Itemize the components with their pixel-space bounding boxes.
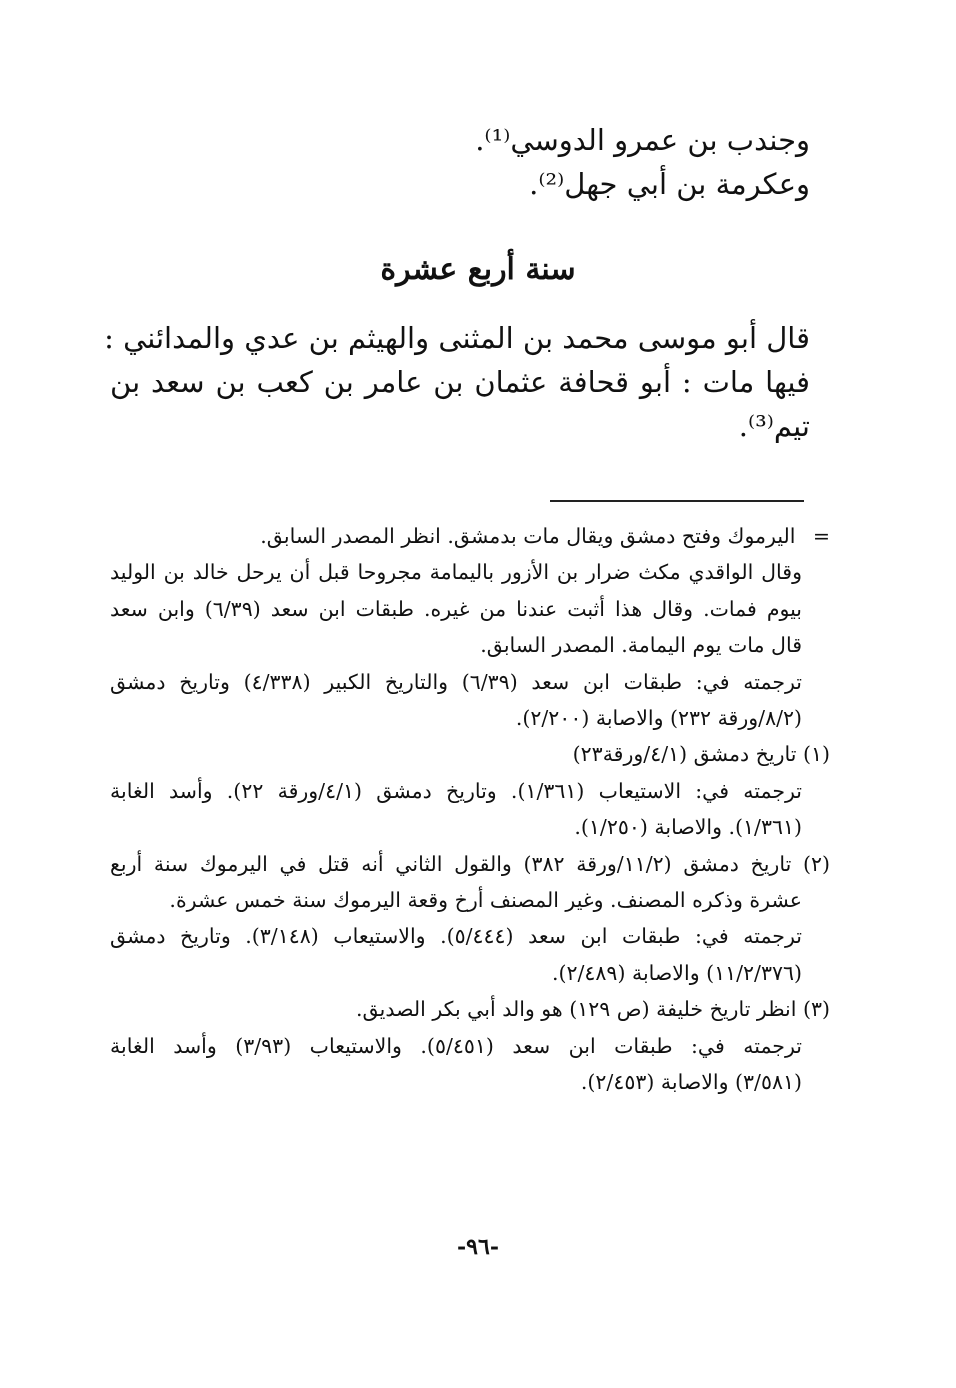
footnote-line: (٣/٥٨١) والاصابة (٢/٤٥٣). (580, 1070, 802, 1095)
footnote-line: (١١/٢/٣٧٦) والاصابة (٢/٤٨٩). (551, 960, 802, 985)
footnote-line: (٨/٢/ورقة ٢٣٢) والاصابة (٢/٢٠٠). (515, 706, 802, 731)
footnote-line (110, 518, 830, 554)
footnote-line: بيوم فمات. وقال هذا أثبت عندنا من غيره. طبقات ابن سعد (٦/٣٩) وابن سعد (110, 596, 802, 621)
footnote-separator (550, 500, 804, 502)
entry-line: وعكرمة بن أبي جهل⁽²⁾. (529, 167, 810, 201)
footnote-marker: (٢) (802, 851, 830, 876)
footnote-line: ترجمته في: طبقات ابن سعد (٥/٤٥١). والاستيعاب (٣/٩٣) وأسد الغابة (110, 1033, 802, 1058)
footnote-text: انظر تاريخ خليفة (ص ١٢٩) هو والد أبي بكر الصديق. (356, 997, 797, 1022)
entry-line: وجندب بن عمرو الدوسي⁽¹⁾. (475, 123, 810, 157)
footnote-text: تاريخ دمشق (٤/١/ورقة٢٣) (572, 742, 797, 767)
footnote-marker: (١) (802, 742, 830, 767)
footnote-line: ترجمته في: الاستيعاب (١/٣٦١). وتاريخ دمشق (٤/١/ورقة ٢٢). وأسد الغابة (110, 778, 803, 803)
footnote-line: عشرة وذكره المصنف. وغير المصنف أرخ وقعة اليرموك سنة خمس عشرة. (169, 888, 802, 913)
footnote-line: وقال الواقدي مكث ضرار بن الأزور باليمامة مجروحا قبل أن يرحل خالد بن الوليد (110, 560, 802, 585)
footnote-text: اليرموك وفتح دمشق ويقال مات بدمشق. انظر المصدر السابق. (260, 524, 796, 548)
footnote-line (110, 991, 830, 1027)
footnote-line (110, 736, 830, 772)
footnote-line: ترجمته في: طبقات ابن سعد (٥/٤٤٤). والاستيعاب (٣/١٤٨). وتاريخ دمشق (110, 924, 802, 949)
footnotes (110, 518, 830, 1101)
footnote-text: تاريخ دمشق (١١/٢/ورقة ٣٨٢) والقول الثاني أنه قتل في اليرموك سنة أربع (110, 851, 792, 876)
section-heading: سنة أربع عشرة (380, 252, 576, 287)
body-line: فيها مات : أبو قحافة عثمان بن عامر بن كعب بن سعد بن (110, 365, 810, 399)
section-body (104, 316, 810, 448)
footnote-line: قال مات يوم اليمامة. المصدر السابق. (480, 633, 802, 658)
page-number: -٩٦- (457, 1234, 499, 1260)
body-line: تيم⁽³⁾. (738, 409, 810, 443)
footnote-marker: (٣) (802, 997, 830, 1022)
body-line: قال أبو موسى محمد بن المثنى والهيثم بن عدي والمدائني : (104, 321, 810, 355)
footnote-marker: = (812, 524, 830, 548)
opening-entries (110, 118, 810, 206)
footnote-line (110, 846, 830, 882)
footnote-line: (١/٣٦١). والاصابة (١/٢٥٠). (574, 815, 802, 840)
footnote-line: ترجمته في: طبقات ابن سعد (٦/٣٩) والتاريخ الكبير (٤/٣٣٨) وتاريخ دمشق (110, 669, 803, 694)
